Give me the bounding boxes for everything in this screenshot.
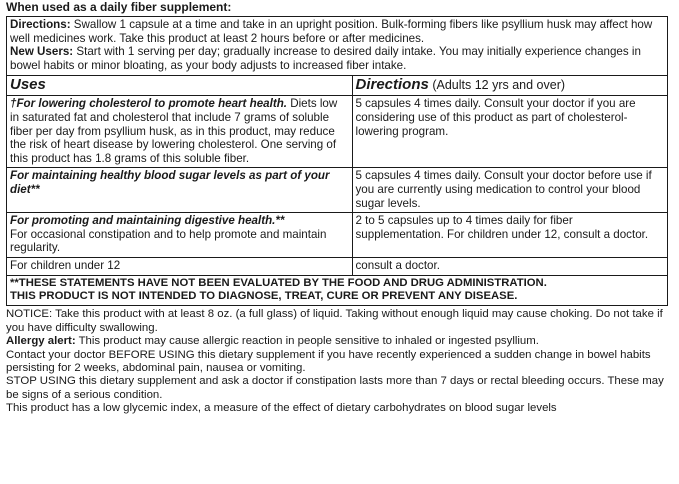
table-header-row (7, 76, 667, 96)
use-heading: †For lowering cholesterol to promote heart health. (10, 97, 287, 111)
new-users-label: New Users: (10, 45, 74, 59)
direction-cell: 2 to 5 capsules up to 4 times daily for fiber supplementation. For children under 12, consult a doctor. (352, 213, 667, 258)
table-row (7, 96, 667, 168)
directions-header-label: Directions (355, 76, 429, 94)
direction-cell: consult a doctor. (355, 258, 440, 272)
new-users-text: Start with 1 serving per day; gradually increase to desired daily intake. You may initially experience changes in bowel habits or minor bloating, as your body adjusts to increased fiber intake. (10, 45, 641, 72)
directions-paragraph (10, 18, 664, 45)
direction-cell: 5 capsules 4 times daily. Consult your doctor before use if you are currently using medication to control your blood sugar levels. (352, 168, 667, 213)
disclaimer-line-1: **THESE STATEMENTS HAVE NOT BEEN EVALUATED BY THE FOOD AND DRUG ADMINISTRATION. (10, 276, 547, 289)
use-cell (7, 96, 352, 168)
directions-box (6, 16, 668, 306)
allergy-text: This product may cause allergic reaction in people sensitive to inhaled or ingested psyllium. (75, 335, 539, 348)
fda-disclaimer (7, 275, 667, 306)
notice-text: NOTICE: Take this product with at least 8 oz. (a full glass) of liquid. Taking without enough liquid may cause choking. Do not take if you have difficulty swallowing. (6, 308, 663, 334)
disclaimer-line-2: THIS PRODUCT IS NOT INTENDED TO DIAGNOSE, TREAT, CURE OR PREVENT ANY DISEASE. (10, 289, 518, 302)
section-title: When used as a daily fiber supplement: (6, 0, 232, 14)
directions-text: Swallow 1 capsule at a time and take in an upright position. Bulk-forming fibers like psyllium husk may affect how well medicines work. Take this product at least 2 hours before or after medicines. (10, 18, 653, 45)
supplement-label (6, 0, 672, 416)
directions-label: Directions: (10, 18, 71, 31)
table-row (7, 168, 667, 213)
allergy-label: Allergy alert: (6, 335, 76, 348)
stop-using-text: STOP USING this dietary supplement and ask a doctor if constipation lasts more than 7 days or rectal bleeding occurs. These may be signs of a serious condition. (6, 375, 664, 401)
use-cell (7, 213, 352, 258)
directions-header-sub: (Adults 12 yrs and over) (428, 78, 566, 93)
glycemic-text: This product has a low glycemic index, a measure of the effect of dietary carbohydrates on blood sugar levels (6, 402, 557, 415)
contact-doctor-text: Contact your doctor BEFORE USING this dietary supplement if you have recently experienced a sudden change in bowel habits persisting for 2 weeks, abdominal pain, nausea or vomiting. (6, 348, 651, 374)
use-heading: For maintaining healthy blood sugar levels as part of your diet** (10, 169, 330, 196)
use-text: Diets low in saturated fat and cholesterol that include 7 grams of soluble fiber per day from psyllium husk, as in this product, may reduce the risk of heart disease by lowering cholesterol. One serving of this product has 1.8 grams of this soluble fiber. (10, 97, 338, 165)
table-row (7, 257, 667, 274)
use-heading: For promoting and maintaining digestive health.** (10, 214, 285, 228)
uses-directions-table (7, 76, 667, 274)
warnings-section (6, 308, 672, 415)
directions-column-header (352, 76, 667, 96)
direction-cell: 5 capsules 4 times daily. Consult your doctor if you are considering use of this product as part of cholesterol-lowering program. (352, 96, 667, 168)
uses-column-header: Uses (7, 76, 352, 96)
use-cell: For children under 12 (7, 257, 352, 274)
allergy-paragraph (6, 335, 672, 348)
use-text: For occasional constipation and to help promote and maintain regularity. (10, 227, 327, 255)
general-directions (7, 17, 667, 76)
table-row (7, 213, 667, 258)
new-users-paragraph (10, 45, 664, 72)
use-cell (7, 168, 352, 213)
